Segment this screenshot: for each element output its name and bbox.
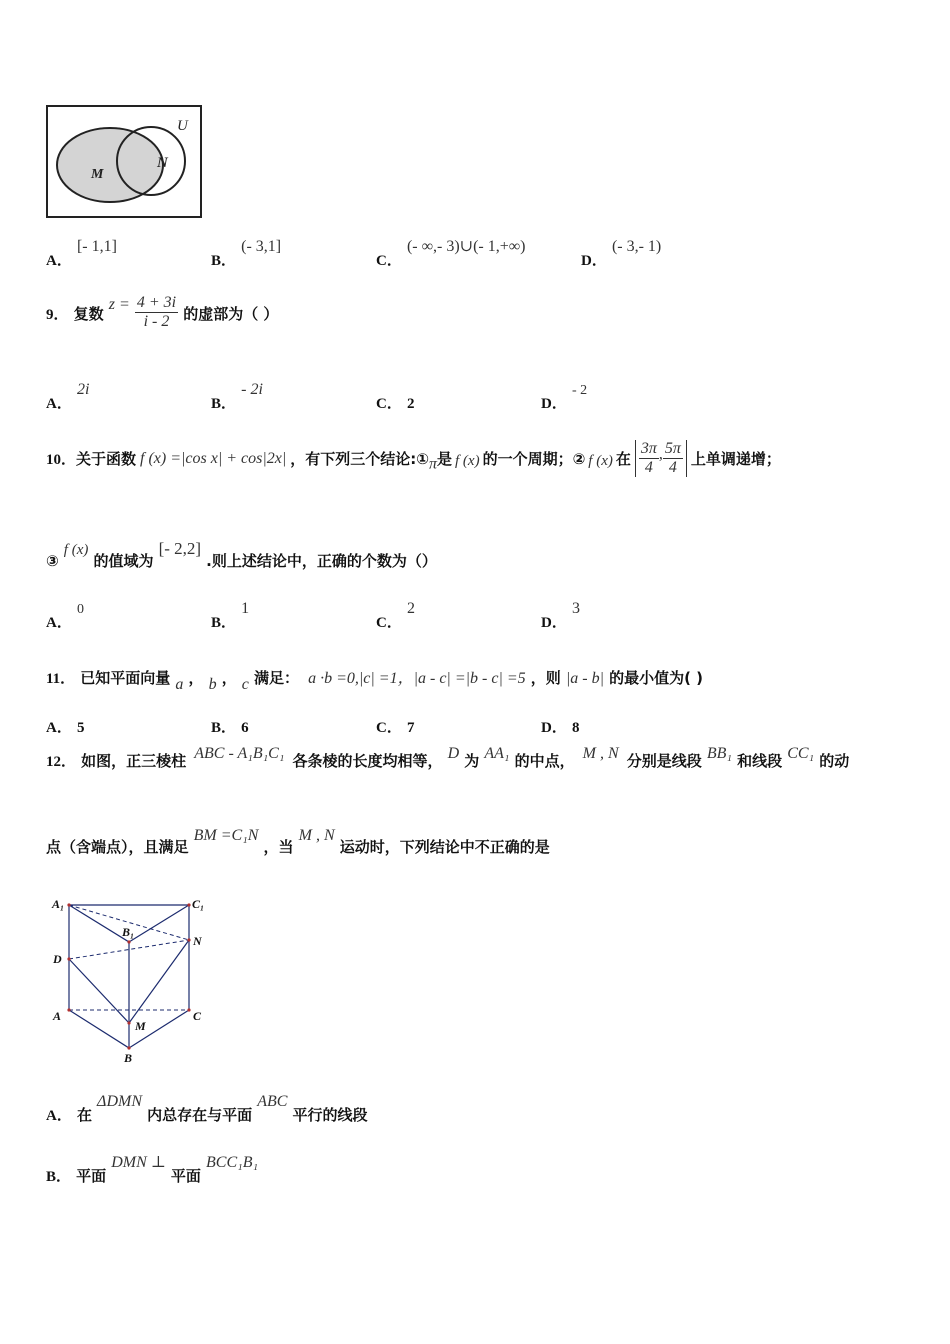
question-9: [46, 296, 278, 333]
q12-text: 如图，正三棱柱: [81, 752, 187, 770]
q9-option-d[interactable]: [541, 378, 588, 412]
q10-option-d[interactable]: [541, 597, 580, 631]
q12-text: 的动: [819, 752, 850, 770]
option-text: 平面: [170, 1167, 201, 1185]
question-number: 10．: [46, 452, 77, 468]
prism-figure: [46, 890, 216, 1070]
q12-cc1: CC₁: [787, 745, 815, 762]
q11-text: 已知平面向量: [80, 669, 171, 687]
option-value: 1: [241, 600, 250, 617]
q12-text: 各条棱的长度均相等，: [292, 752, 443, 770]
q9-suffix: 的虚部为（ ）: [183, 305, 279, 323]
option-value: 5: [76, 720, 85, 736]
q10-text: ，有下列三个结论:①: [290, 450, 429, 468]
q11-text: ，则: [530, 669, 561, 687]
label-d: D: [53, 952, 62, 966]
q12-text: 点（含端点），且满足: [46, 838, 189, 856]
interval-a-num: 3π: [640, 440, 657, 457]
option-letter: B．: [211, 253, 237, 269]
q8-option-d[interactable]: [581, 235, 662, 269]
interval-b-num: 5π: [664, 440, 681, 457]
q10-text: ③: [46, 552, 59, 570]
option-letter: C．: [376, 396, 402, 412]
option-letter: A．: [46, 253, 72, 269]
q10-interval: $\frac{3\pi}{4}$ , $\frac{5\pi}{4}$: [635, 440, 687, 477]
option-letter: A．: [46, 1108, 72, 1124]
option-value: 2: [406, 600, 415, 617]
point-n: [187, 938, 190, 941]
option-value: 2i: [76, 381, 90, 398]
q10-text: .则上述结论中，正确的个数为（）: [206, 552, 437, 570]
option-text: 平行的线段: [292, 1106, 368, 1124]
point-m: [127, 1021, 130, 1024]
q9-prefix: 复数: [73, 305, 104, 323]
q12-bm-eq: BM =C₁N: [193, 827, 259, 844]
q10-text: 在: [615, 450, 631, 468]
option-value: - 2i: [241, 381, 263, 398]
option-math: ABC: [257, 1093, 288, 1110]
q11-vec-c: c: [241, 676, 249, 693]
option-letter: D．: [541, 720, 567, 736]
venn-diagram: [46, 105, 204, 220]
venn-label-m: M: [91, 167, 104, 182]
option-value: - 2: [571, 383, 588, 398]
venn-label-n: N: [157, 155, 168, 171]
q9-z-eq: z =: [108, 296, 130, 313]
point-a: [67, 1008, 70, 1011]
option-text: 内总存在与平面: [147, 1106, 253, 1124]
option-value: (- 3,- 1): [611, 238, 662, 255]
q12-text: 和线段: [737, 752, 783, 770]
option-value: 6: [241, 720, 249, 736]
option-math: BCC₁B₁: [206, 1154, 259, 1171]
q8-option-c[interactable]: [376, 235, 526, 269]
label-m: M: [135, 1019, 146, 1033]
option-letter: A．: [46, 720, 72, 736]
option-math: ΔDMN: [97, 1093, 142, 1110]
point-c: [187, 1008, 190, 1011]
option-letter: A．: [46, 396, 72, 412]
option-text: 平面: [76, 1167, 107, 1185]
option-value: 3: [571, 600, 580, 617]
q10-fx: f (x): [588, 452, 613, 469]
option-value: 8: [571, 720, 580, 736]
q11-vec-b: b: [208, 676, 217, 693]
label-n: N: [193, 934, 202, 948]
q12-prism: ABC - A₁B₁C₁: [194, 745, 285, 762]
question-12-line2: [46, 824, 550, 856]
q12-text: 分别是线段: [626, 752, 702, 770]
q11-text: 的最小值为( ): [609, 669, 704, 687]
q10-text: 上单调递增；: [690, 450, 781, 468]
q8-option-a[interactable]: [46, 235, 117, 269]
option-letter: B．: [211, 615, 237, 631]
q9-denominator: i - 2: [143, 313, 170, 330]
option-letter: D．: [541, 615, 567, 631]
label-a1: A₁: [52, 897, 65, 911]
q12-text: 运动时，下列结论中不正确的是: [339, 838, 550, 856]
q12-text: 为: [464, 752, 480, 770]
option-letter: D．: [541, 396, 567, 412]
option-letter: A．: [46, 615, 72, 631]
question-10-line2: [46, 538, 437, 570]
question-number: 12．: [46, 754, 77, 770]
q10-text: 关于函数: [76, 450, 137, 468]
q11-option-a[interactable]: [46, 716, 84, 737]
q12-text: 的中点，: [514, 752, 575, 770]
q11-text: 满足：: [254, 669, 300, 687]
q12-mn: M , N: [582, 745, 619, 762]
q10-option-c[interactable]: [376, 597, 415, 631]
point-a1: [67, 903, 70, 906]
q10-fx: f (x): [63, 542, 89, 558]
point-b: [127, 1046, 130, 1049]
label-b1: B₁: [122, 925, 135, 939]
option-letter: B．: [211, 720, 237, 736]
option-value: (- 3,1]: [241, 238, 282, 255]
label-c1: C₁: [192, 897, 205, 911]
q11-condition: a ·b =0,|c| =1，|a - c| =|b - c| =5: [308, 670, 526, 687]
venn-label-u: U: [177, 118, 188, 134]
q10-fx: f (x): [455, 452, 480, 469]
option-letter: B．: [46, 1169, 72, 1185]
q12-point-d: D: [447, 745, 460, 762]
option-letter: C．: [376, 253, 402, 269]
q11-sep: ，: [221, 669, 237, 687]
q10-text: 是: [437, 450, 453, 468]
option-letter: C．: [376, 720, 402, 736]
question-10: [46, 440, 906, 477]
option-text: 在: [76, 1106, 92, 1124]
option-value: [- 1,1]: [76, 238, 117, 255]
option-value: 2: [406, 396, 415, 412]
option-value: 0: [76, 602, 84, 617]
q10-option-a[interactable]: [46, 597, 84, 631]
q10-text: 的一个周期；②: [482, 450, 586, 468]
q9-fraction: [135, 294, 178, 331]
q9-option-b[interactable]: [211, 378, 263, 412]
label-a: A: [53, 1009, 62, 1023]
q11-sep: ，: [188, 669, 204, 687]
q10-func: f (x) =|cos x| + cos|2x|: [140, 449, 287, 467]
q12-text: ，当: [263, 838, 294, 856]
question-number: 9．: [46, 307, 69, 323]
label-c: C: [193, 1009, 202, 1023]
question-number: 11．: [46, 671, 76, 687]
q11-vec-a: a: [175, 676, 184, 693]
q9-option-c[interactable]: [376, 378, 415, 412]
q12-aa1: AA₁: [484, 745, 510, 762]
q11-option-d[interactable]: [541, 716, 579, 737]
q12-option-a[interactable]: [46, 1090, 368, 1124]
q9-option-a[interactable]: [46, 378, 90, 412]
q10-pi: π: [428, 455, 437, 473]
point-d: [67, 957, 70, 960]
q10-option-b[interactable]: [211, 597, 250, 631]
point-b1: [127, 940, 130, 943]
q12-option-b[interactable]: [46, 1151, 259, 1185]
q10-text: 的值域为: [93, 552, 154, 570]
option-letter: B．: [211, 396, 237, 412]
set-m-ellipse: [57, 128, 163, 202]
option-math: DMN ⊥: [111, 1154, 166, 1171]
q11-option-c[interactable]: [376, 716, 414, 737]
q9-numerator: 4 + 3i: [136, 294, 177, 311]
option-value: 7: [406, 720, 415, 736]
interval-b-den: 4: [668, 459, 677, 476]
q12-mn: M , N: [298, 827, 335, 844]
q8-option-b[interactable]: [211, 235, 282, 269]
label-b: B: [124, 1051, 133, 1065]
question-11: [46, 665, 704, 693]
point-c1: [187, 903, 190, 906]
q11-expression: |a - b|: [565, 670, 604, 687]
interval-a-den: 4: [644, 459, 653, 476]
q11-option-b[interactable]: [211, 716, 249, 737]
q12-bb1: BB₁: [706, 745, 732, 762]
option-value: (- ∞,- 3)∪(- 1,+∞): [406, 238, 526, 255]
question-12: [46, 745, 850, 771]
option-letter: D．: [581, 253, 607, 269]
q10-range: [- 2,2]: [158, 539, 202, 558]
option-letter: C．: [376, 615, 402, 631]
